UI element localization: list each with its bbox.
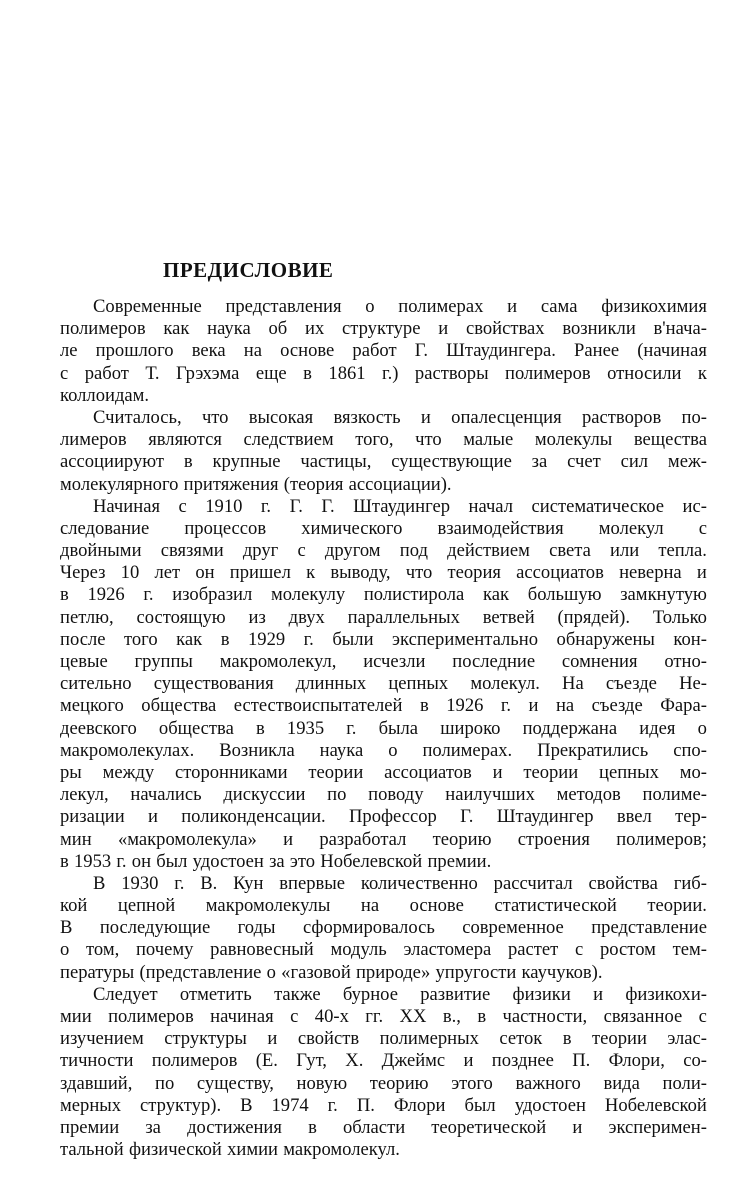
text-line: полимеров как наука об их структуре и свойствах возникли в'нача- [60, 318, 707, 340]
paragraph [60, 496, 707, 873]
text-line: мии полимеров начиная с 40-х гг. XX в., в частности, связанное с [60, 1006, 707, 1027]
text-line: с работ Т. Грэхэма еще в 1861 г.) растворы полимеров относили к [60, 362, 707, 384]
text-line: коллоидам. [60, 384, 150, 406]
text-line: изучением структуры и свойств полимерных сеток в теории элас- [60, 1028, 707, 1050]
text-line: Современные представления о полимерах и сама физикохимия [93, 296, 707, 317]
text-line: Через 10 лет он пришел к выводу, что теория ассоциатов неверна и [60, 562, 707, 584]
paragraph [60, 407, 707, 496]
text-line: ле прошлого века на основе работ Г. Штаудингера. Ранее (начиная [60, 340, 707, 362]
text-line: макромолекулах. Возникла наука о полимерах. Прекратились спо- [60, 739, 707, 761]
text-line: о том, почему равновесный модуль эластомера растет с ростом тем- [60, 939, 707, 961]
text-line: мерных структур). В 1974 г. П. Флори был удостоен Нобелевской [60, 1094, 707, 1116]
text-line: ризации и поликонденсации. Профессор Г. Штаудингер ввел тер- [60, 806, 707, 828]
text-line: Следует отметить также бурное развитие физики и физикохи- [93, 983, 707, 1005]
text-line: в 1926 г. изобразил молекулу полистирола как большую замкнутую [60, 584, 707, 606]
text-line: двойными связями друг с другом под действием света или тепла. [60, 540, 707, 562]
text-line: В последующие годы сформировалось современное представление [60, 917, 707, 939]
text-line: кой цепной макромолекулы на основе статистической теории. [60, 895, 707, 917]
text-line: ассоциируют в крупные частицы, существующие за счет сил меж- [60, 451, 707, 473]
text-line: ры между сторонниками теории ассоциатов и теории цепных мо- [60, 761, 707, 783]
text-line: петлю, состоящую из двух параллельных ветвей (прядей). Только [60, 606, 707, 628]
text-line: сительно существования длинных цепных молекул. На съезде Не- [60, 673, 707, 695]
paragraph [60, 296, 707, 407]
text-line: мин «макромолекула» и разработал теорию строения полимеров; [60, 828, 707, 850]
text-line: премии за достижения в области теоретической и эксперимен- [60, 1116, 707, 1138]
text-line: после того как в 1929 г. были экспериментально обнаружены кон- [60, 628, 707, 650]
text-line: В 1930 г. В. Кун впервые количественно рассчитал свойства гиб- [93, 872, 707, 894]
paragraph [60, 984, 707, 1162]
paragraph [60, 873, 707, 984]
text-line: деевского общества в 1935 г. была широко поддержана идея о [60, 717, 707, 739]
text-line: следование процессов химического взаимодействия молекул с [60, 517, 707, 539]
text-line: цевые группы макромолекул, исчезли последние сомнения отно- [60, 651, 707, 672]
text-line: здавший, по существу, новую теорию этого важного вида поли- [60, 1072, 707, 1094]
text-line: тальной физической химии макромолекул. [60, 1139, 400, 1161]
page-title: ПРЕДИСЛОВИЕ [163, 258, 334, 282]
text-line: молекулярного притяжения (теория ассоциации). [60, 473, 452, 495]
text-line: мецкого общества естествоиспытателей в 1926 г. и на съезде Фара- [60, 695, 707, 717]
text-line: в 1953 г. он был удостоен за это Нобелевской премии. [60, 850, 492, 872]
body-text [60, 296, 707, 1161]
text-line: Считалось, что высокая вязкость и опалесценция растворов по- [93, 406, 707, 428]
text-line: пературы (представление о «газовой природе» упругости каучуков). [60, 961, 603, 983]
text-line: лекул, начались дискуссии по поводу наилучших методов полиме- [60, 784, 707, 806]
text-line: Начиная с 1910 г. Г. Г. Штаудингер начал систематическое ис- [93, 495, 707, 517]
text-line: тичности полимеров (Е. Гут, Х. Джеймс и позднее П. Флори, со- [60, 1050, 707, 1072]
text-line: лимеров являются следствием того, что малые молекулы вещества [60, 429, 707, 451]
